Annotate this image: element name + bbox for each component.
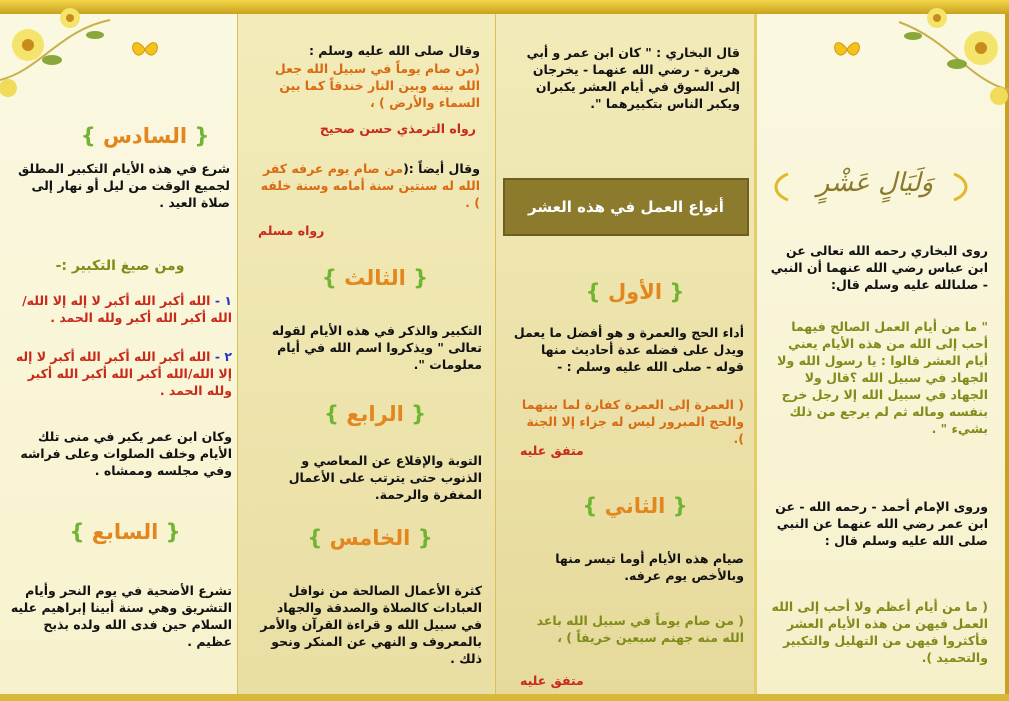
- bottom-border: [0, 694, 1009, 701]
- butterfly-icon: [832, 36, 862, 66]
- title-layal-ashr: وَلَيَالٍ عَشْرٍ: [816, 168, 934, 198]
- heading-second: { الثاني }: [582, 494, 688, 518]
- text-bukhari: قال البخاري : " كان ابن عمر و أبي هريرة - رضي الله عنهما - يخرجان إلى السوق في أيام العشر يكبران ويكبر الناس بتكبيرهما ".: [526, 45, 740, 111]
- source-agreed: متفق عليه: [520, 443, 584, 458]
- takbir-forms-heading: ومن صيغ التكبير :-: [55, 258, 185, 274]
- heading-seventh: { السابع }: [69, 520, 181, 544]
- text-bukhari-ibn-abbas: روى البخاري رحمه الله تعالى عن ابن عباس رضي الله عنهما أن النبي - صلىالله عليه وسلم قال:: [770, 243, 988, 292]
- heading-first: { الأول }: [585, 280, 685, 304]
- takbir-form-2: ٢ - الله أكبر الله أكبر الله أكبر لا إله إلا الله/الله أكبر الله أكبر الله أكبر ولله الحمد .: [15, 349, 232, 398]
- butterfly-icon: [130, 36, 160, 66]
- hadith-arafah: وقال أيضاً :(من صام يوم عرفه كفر الله له سنتين سنة أمامه وسنة خلفه ) .: [260, 161, 480, 210]
- text-second: صيام هذه الأيام أوما تيسر منها وبالأخص يوم عرفه.: [555, 551, 744, 583]
- hadith-greatest-days: ( ما من أيام أعظم ولا أحب إلى الله العمل فيهن من هذه الأيام العشر فأكثروا فيهن من التهليل والتكبير والتحميد ).: [771, 599, 988, 665]
- source-agreed-2: متفق عليه: [520, 673, 584, 688]
- source-muslim: رواه مسلم: [258, 223, 325, 238]
- takbir-form-1: ١ - الله أكبر الله أكبر لا إله إلا الله/ الله أكبر الله أكبر ولله الحمد .: [22, 293, 232, 325]
- text-fifth: كثرة الأعمال الصالحة من نوافل العبادات كالصلاة والصدقة والجهاد في سبيل الله و قراءة القرآن والأمر بالمعروف و النهي عن المنكر ونحو ذلك .: [260, 583, 482, 666]
- source-tirmidhi: رواه الترمذي حسن صحيح: [319, 121, 476, 136]
- text-ibn-omar: وكان ابن عمر يكبر في منى تلك الأيام وخلف الصلوات وعلى فراشه وفي مجلسه وممشاه .: [20, 429, 232, 478]
- hadith-best-days: " ما من أيام العمل الصالح فيهما أحب إلى الله من هذه الأيام يعني أيام العشر قالوا : يا رسول الله ولا الجهاد في سبيل الله ؟قال ولا الجهاد في سبيل الله إلا رجل خرج بنفسه وماله ثم لم يرجع من ذلك بشيء " .: [777, 319, 988, 436]
- text-fourth: التوبة والإقلاع عن المعاصي و الذنوب حتى يترتب على الأعمال المغفرة والرحمة.: [288, 453, 482, 502]
- text-third: التكبير والذكر في هذه الأيام لقوله تعالى " ويذكروا اسم الله في أيام معلومات ".: [271, 323, 482, 372]
- heading-fourth: { الرابع }: [323, 402, 427, 426]
- hadith-umrah: ( العمرة إلى العمرة كفارة لما بينهما والحج المبرور ليس له جزاء إلا الجنة ).: [521, 397, 744, 446]
- text-imam-ahmad: وروى الإمام أحمد - رحمه الله - عن ابن عمر رضي الله عنهما عن النبي صلى الله عليه وسلم قال :: [775, 499, 988, 548]
- intro-hadith: وقال صلى الله عليه وسلم :: [308, 43, 480, 58]
- text-first: أداء الحج والعمرة و هو أفضل ما يعمل ويدل على فضله عدة أحاديث منها قوله - صلى الله عليه وسلم : -: [513, 325, 744, 374]
- text-seventh: تشرع الأضحية في يوم النحر وأيام التشريق وهي سنة أبينا إبراهيم عليه السلام حين فدى الله ولده بذبح عظيم .: [10, 583, 232, 649]
- section-banner: أنواع العمل في هذه العشر: [503, 178, 749, 236]
- hadith-fasting: (من صام يوماً في سبيل الله جعل الله بينه وبين النار خندقاً كما بين السماء والأرض ) ،: [274, 61, 480, 110]
- heading-sixth: { السادس }: [80, 124, 210, 148]
- floral-corner-right-ornament: [849, 0, 1009, 114]
- heading-fifth: { الخامس }: [307, 526, 433, 550]
- text-sixth: شرع في هذه الأيام التكبير المطلق لجميع الوقت من ليل أو نهار إلى صلاة العيد .: [18, 161, 230, 210]
- heading-third: { الثالث }: [321, 266, 429, 290]
- hadith-seventy-years: ( من صام يوماً في سبيل الله باعد الله منه جهنم سبعين خريفاً ) ،: [536, 613, 744, 645]
